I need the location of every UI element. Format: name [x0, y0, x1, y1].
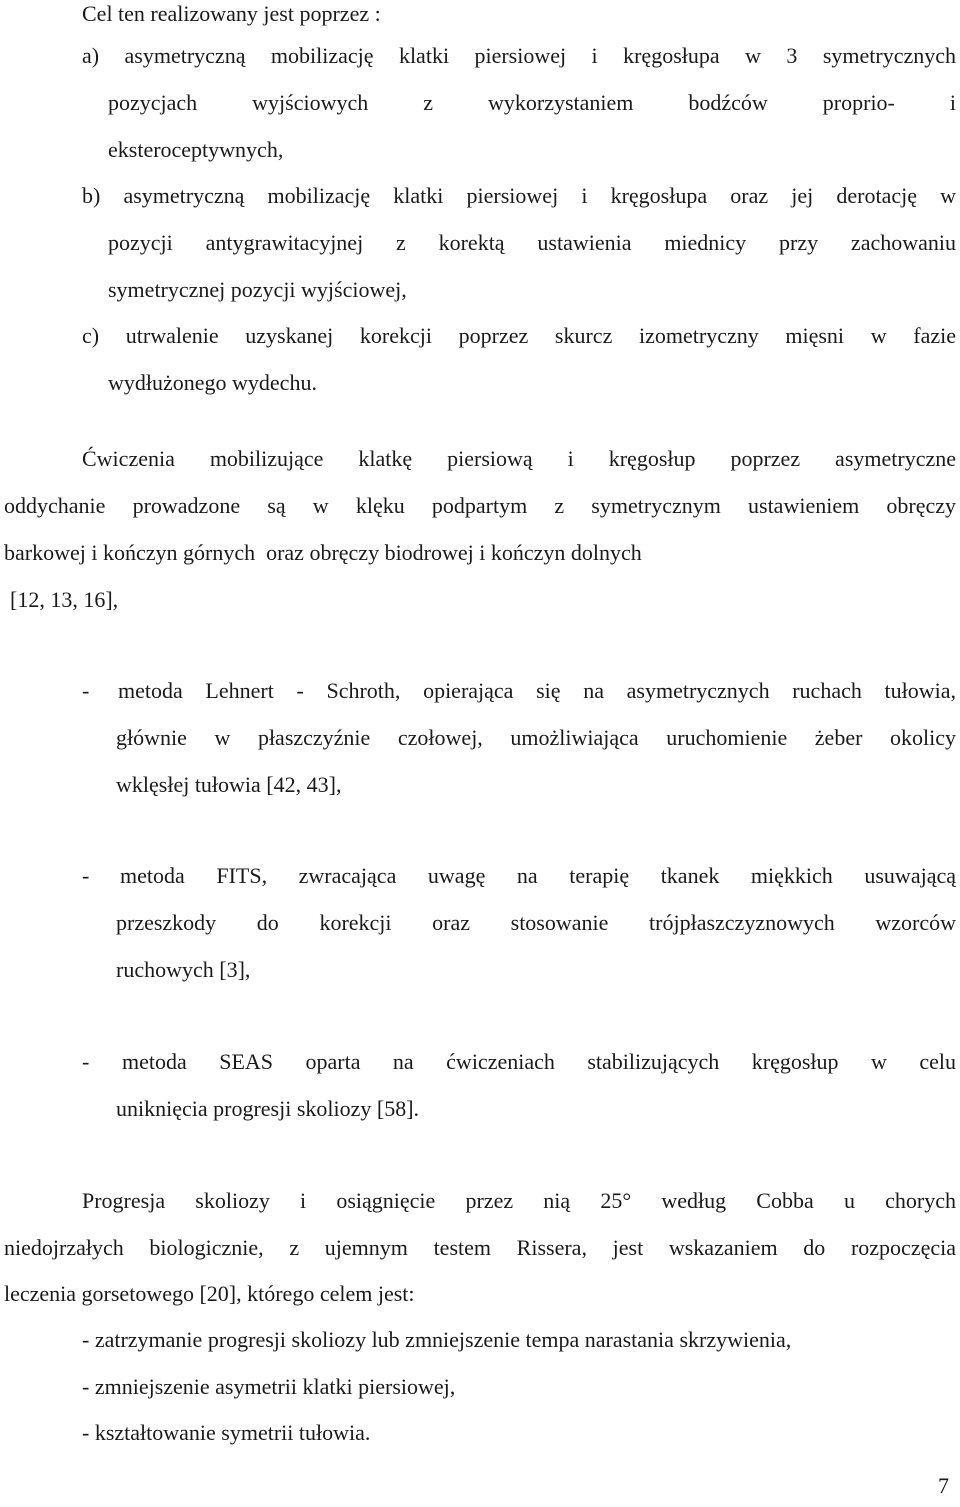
method-lehnert-line-3: wklęsłej tułowia [42, 43], [116, 772, 342, 797]
paragraph-cwiczenia-line-3: barkowej i kończyn górnych oraz obręczy biodrowej i kończyn dolnych [4, 540, 642, 565]
paragraph-cwiczenia-line-1: Ćwiczenia mobilizujące klatkę piersiową i kręgosłup poprzez asymetryczne [82, 446, 956, 471]
method-seas-line-2: uniknięcia progresji skoliozy [58]. [116, 1096, 420, 1121]
method-seas-line-1: metoda SEAS oparta na ćwiczeniach stabilizujących kręgosłup w celu [122, 1049, 956, 1074]
paragraph-progresja-line-3: leczenia gorsetowego [20], którego celem jest: [4, 1281, 415, 1306]
paragraph-progresja-line-1: Progresja skoliozy i osiągnięcie przez nią 25° według Cobba u chorych [82, 1188, 956, 1213]
method-lehnert-dash: - [82, 678, 90, 703]
paragraph-cwiczenia-line-4: [12, 13, 16], [10, 587, 119, 612]
method-fits-dash: - [82, 863, 90, 888]
method-lehnert-line-2: głównie w płaszczyźnie czołowej, umożliwiająca uruchomienie żeber okolicy [116, 725, 956, 750]
goal-item-2: - zmniejszenie asymetrii klatki piersiowej, [82, 1374, 456, 1399]
method-seas-dash: - [82, 1049, 90, 1074]
goal-item-1: - zatrzymanie progresji skoliozy lub zmniejszenie tempa narastania skrzywienia, [82, 1327, 792, 1352]
list-item-c-line-2: wydłużonego wydechu. [108, 370, 317, 395]
method-fits-line-1: metoda FITS, zwracająca uwagę na terapię tkanek miękkich usuwającą [120, 863, 956, 888]
page-number: 7 [938, 1473, 949, 1498]
method-lehnert-line-1: metoda Lehnert - Schroth, opierająca się na asymetrycznych ruchach tułowia, [118, 678, 956, 703]
list-item-b-line-1: b) asymetryczną mobilizację klatki piersiowej i kręgosłupa oraz jej derotację w [82, 183, 956, 208]
paragraph-progresja-line-2: niedojrzałych biologicznie, z ujemnym testem Rissera, jest wskazaniem do rozpoczęcia [4, 1235, 956, 1260]
intro-line: Cel ten realizowany jest poprzez : [82, 1, 381, 26]
list-item-a-line-3: eksteroceptywnych, [108, 137, 284, 162]
list-item-a-line-1: a) asymetryczną mobilizację klatki piersiowej i kręgosłupa w 3 symetrycznych [82, 43, 956, 68]
list-item-a-line-2: pozycjach wyjściowych z wykorzystaniem bodźców proprio- i [108, 90, 956, 115]
goal-item-3: - kształtowanie symetrii tułowia. [82, 1420, 371, 1445]
method-fits-line-2: przeszkody do korekcji oraz stosowanie trójpłaszczyznowych wzorców [116, 910, 956, 935]
list-item-c-line-1: c) utrwalenie uzyskanej korekcji poprzez skurcz izometryczny mięsni w fazie [82, 323, 956, 348]
list-item-b-line-3: symetrycznej pozycji wyjściowej, [108, 277, 407, 302]
method-fits-line-3: ruchowych [3], [116, 957, 251, 982]
paragraph-cwiczenia-line-2: oddychanie prowadzone są w klęku podpartym z symetrycznym ustawieniem obręczy [4, 493, 956, 518]
list-item-b-line-2: pozycji antygrawitacyjnej z korektą ustawienia miednicy przy zachowaniu [108, 230, 956, 255]
